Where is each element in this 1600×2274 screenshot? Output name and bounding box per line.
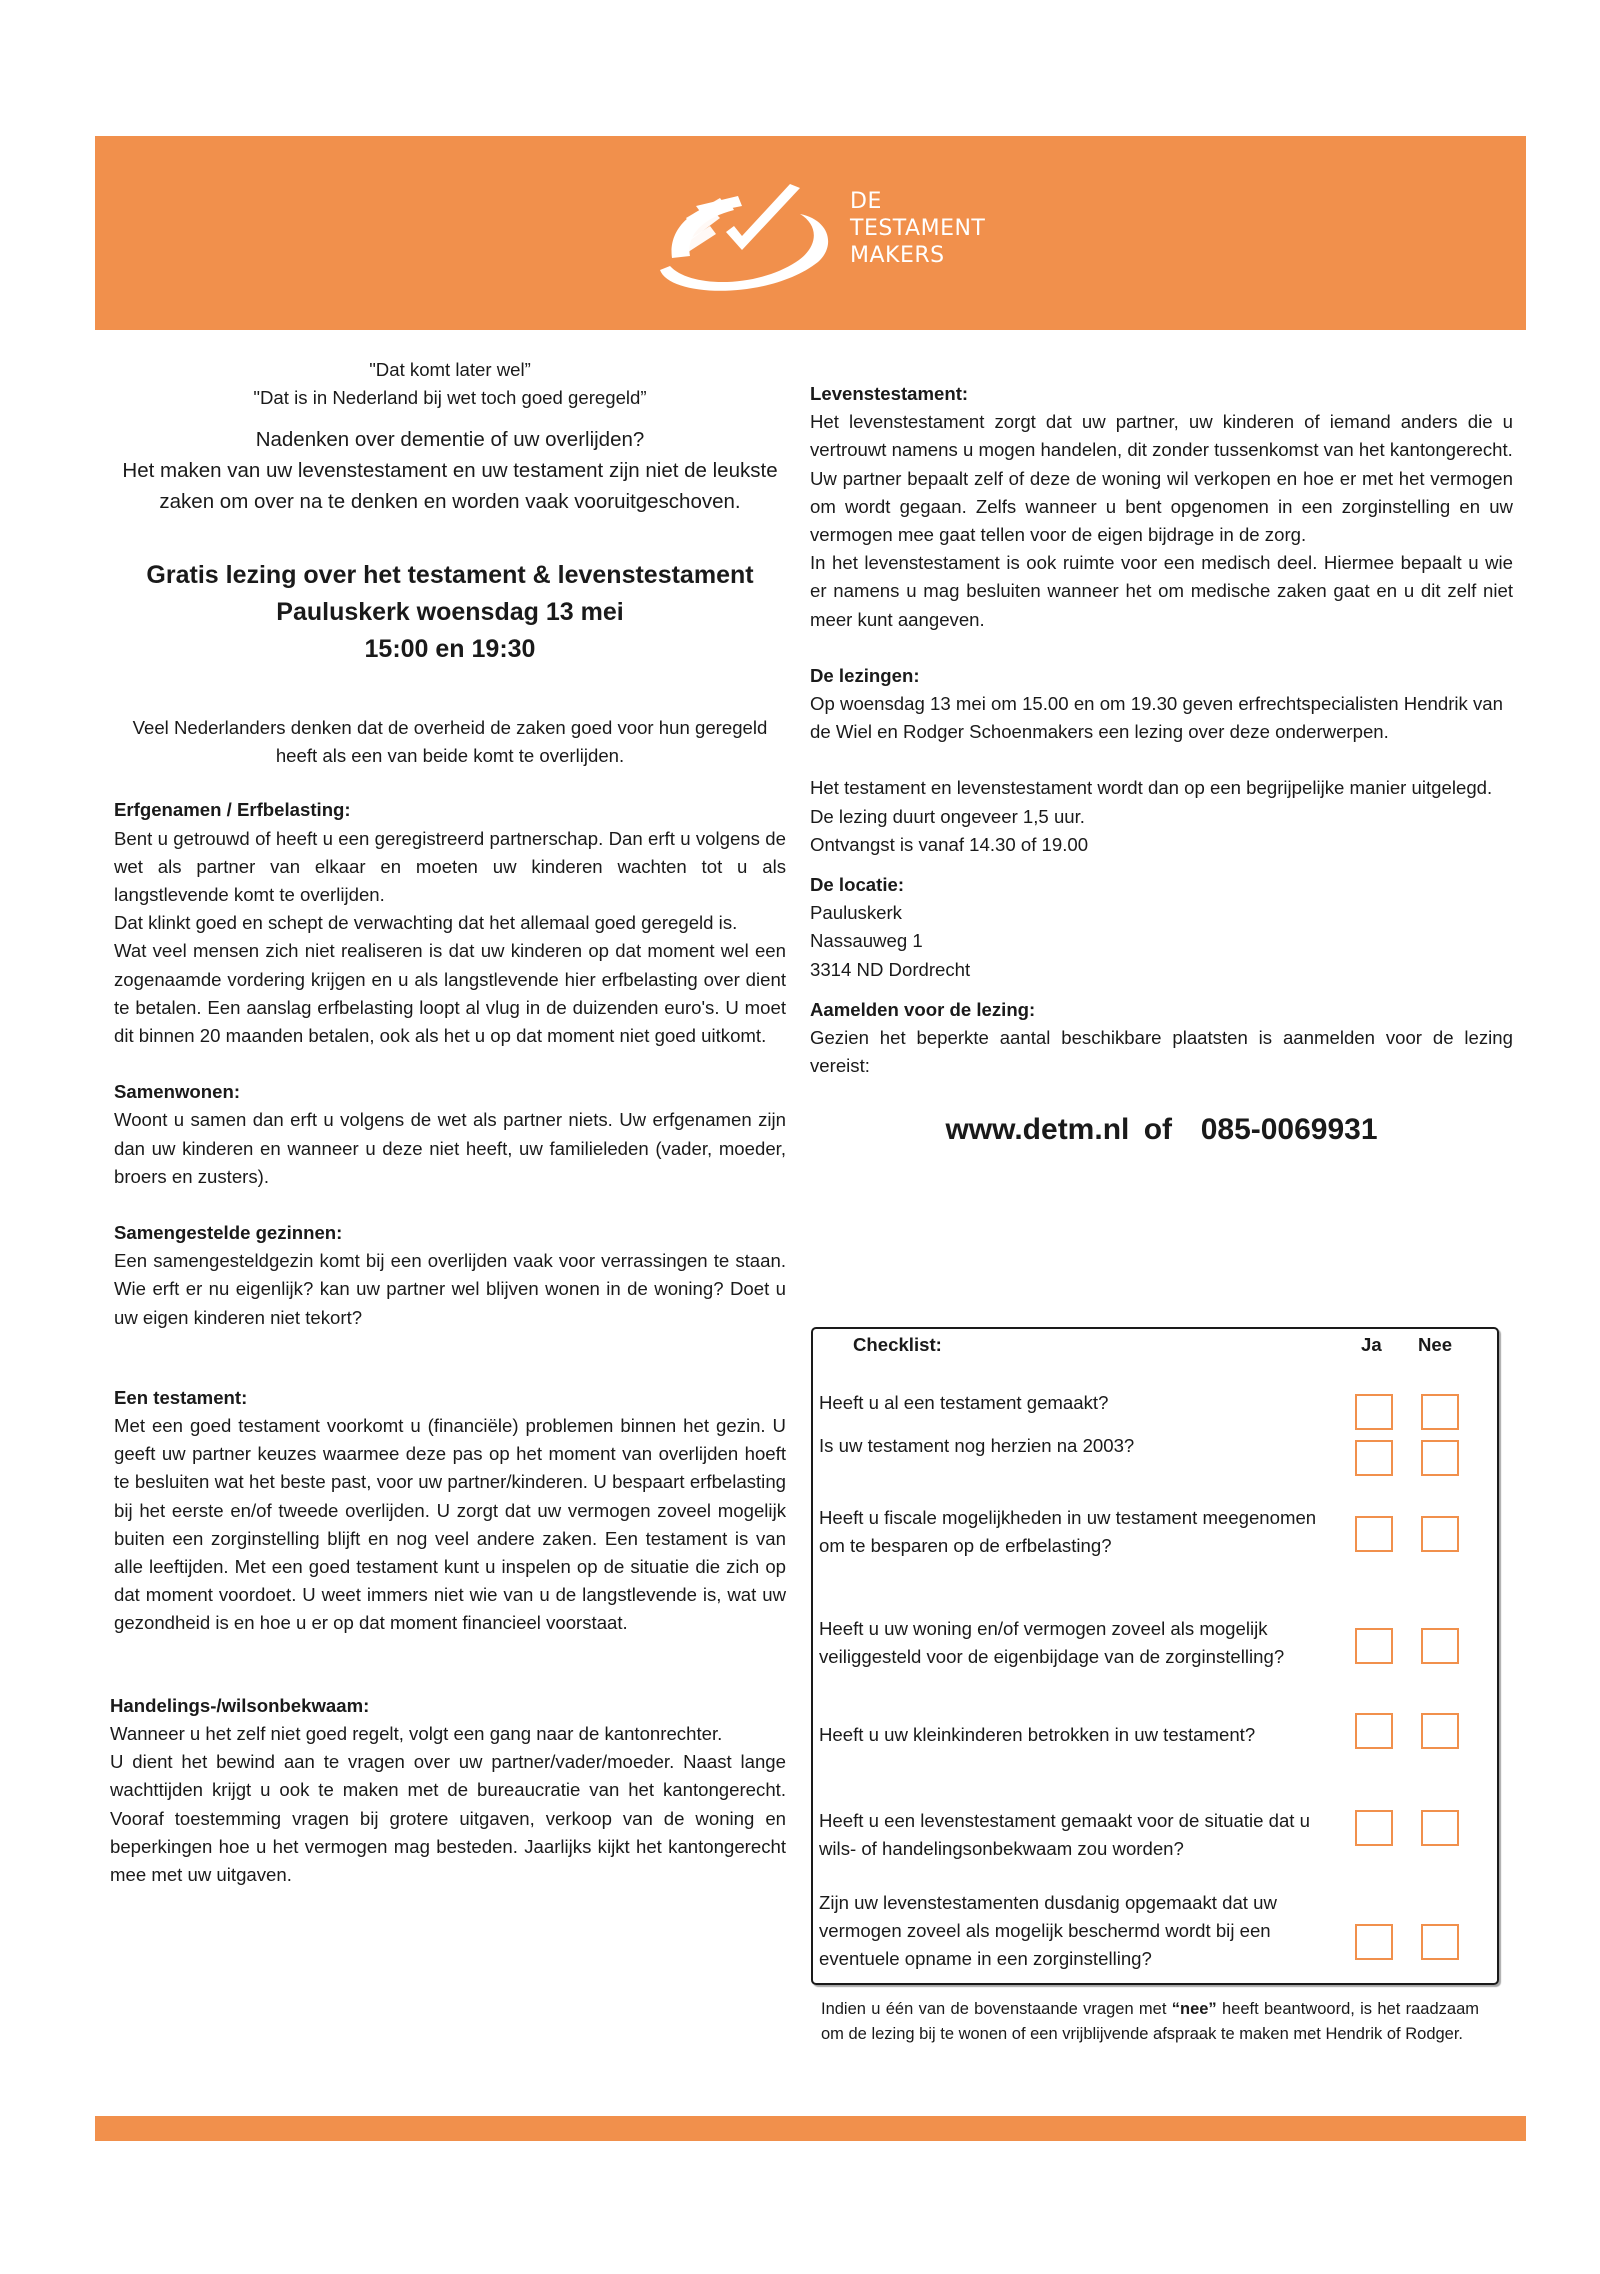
lecture-duration: De lezing duurt ongeveer 1,5 uur.: [810, 805, 1085, 827]
section-locatie: [810, 871, 1513, 984]
yes-checkbox[interactable]: [1355, 1924, 1393, 1960]
section-heading: Een testament:: [114, 1386, 248, 1408]
section-paragraph: Bent u getrouwd of heeft u een geregistreerd partnerschap. Dan erft u volgens de wet als partner van elkaar en moeten uw kinderen wachten tot u als langstlevende komt te overlijden.: [114, 827, 786, 906]
section-levenstestament: [810, 380, 1513, 634]
column-no-label: Nee: [1418, 1334, 1453, 1355]
no-checkbox[interactable]: [1421, 1516, 1459, 1552]
brand-logo: [650, 170, 990, 300]
location-city: 3314 ND Dordrecht: [810, 958, 971, 980]
section-paragraph: U dient het bewind aan te vragen over uw partner/vader/moeder. Naast lange wachttijden krijgt u ook te maken met de bureaucratie van het kantongerecht. Vooraf toestemming vragen bij grotere uitgaven, verkoop van de woning en beperkingen hoe u het vermogen mag besteden. Jaarlijks kijkt het kantongerecht mee met uw uitgaven.: [110, 1751, 786, 1885]
checklist-question: Zijn uw levenstestamenten dusdanig opgemaakt dat uw vermogen zoveel als mogelijk beschermd wordt bij een eventuele opname in een zorginstelling?: [819, 1892, 1277, 1970]
checklist-advice-note: [821, 1997, 1479, 2047]
brand-name-line: TESTAMENT: [850, 216, 986, 241]
note-text: heeft beantwoord, is het raadzaam om de lezing bij te wonen of een vrijblijvende afspraak te maken met Hendrik of Rodger.: [821, 2000, 1479, 2043]
event-title: Gratis lezing over het testament & levenstestament: [146, 561, 754, 589]
checklist-question: Is uw testament nog herzien na 2003?: [819, 1435, 1135, 1456]
section-paragraph: Met een goed testament voorkomt u (financiële) problemen binnen het gezin. U geeft uw partner keuzes waarmee deze pas op het moment van overlijden hoeft te besluiten wat het beste past, voor uw partner/kinderen. U bespaart erfbelasting bij het eerste en/of tweede overlijden. U zorgt dat uw vermogen zoveel mogelijk buiten een zorginstelling blijft en nog veel andere zaken. Een testament is van alle leeftijden. Met een goed testament kunt u inspelen op de situatie die zich op dat moment voordoet. U weet immers niet wie van u de langstlevende is, wat uw gezondheid is en hoe u er op dat moment financieel voorstaat.: [114, 1415, 786, 1634]
checklist-question: Heeft u al een testament gemaakt?: [819, 1392, 1109, 1413]
section-heading: De lezingen:: [810, 664, 920, 686]
event-place-date: Pauluskerk woensdag 13 mei: [276, 598, 624, 626]
contact-separator: of: [1143, 1113, 1173, 1147]
no-checkbox[interactable]: [1421, 1924, 1459, 1960]
yes-checkbox[interactable]: [1355, 1810, 1393, 1846]
brand-name-line: DE: [850, 189, 882, 214]
checklist-title: Checklist:: [853, 1334, 942, 1355]
checklist-question: Heeft u een levenstestament gemaakt voor de situatie dat u wils- of handelingsonbekwaam zou worden?: [819, 1810, 1310, 1860]
yes-checkbox[interactable]: [1355, 1516, 1393, 1552]
reception-time: Ontvangst is vanaf 14.30 of 19.00: [810, 833, 1089, 855]
no-checkbox[interactable]: [1421, 1713, 1459, 1749]
section-heading: Levenstestament:: [810, 383, 969, 404]
section-testament: [114, 1384, 786, 1638]
quote: "Dat is in Nederland bij wet toch goed geregeld”: [253, 387, 647, 408]
section-heading: Samengestelde gezinnen:: [114, 1222, 343, 1244]
section-paragraph: Gezien het beperkte aantal beschikbare plaatsten is aanmelden voor de lezing vereist:: [810, 1027, 1513, 1077]
location-street: Nassauweg 1: [810, 930, 923, 952]
section-paragraph: In het levenstestament is ook ruimte voor een medisch deel. Hiermee bepaalt u wie er namens u mag besluiten wanneer het om medische zaken gaat en u dit zelf niet meer kunt aangeven.: [810, 552, 1513, 630]
checklist-question: Heeft u fiscale mogelijkheden in uw testament meegenomen om te besparen op de erfbelasting?: [819, 1507, 1317, 1557]
right-column: [810, 380, 1513, 1150]
checklist-question: Heeft u uw woning en/of vermogen zoveel als mogelijk veiliggesteld voor de eigenbijdage van de zorginstelling?: [819, 1618, 1285, 1668]
intro-block: [114, 356, 786, 770]
no-checkbox[interactable]: [1421, 1810, 1459, 1846]
location-name: Pauluskerk: [810, 902, 902, 924]
column-yes-label: Ja: [1361, 1334, 1382, 1355]
section-paragraph: Op woensdag 13 mei om 15.00 en om 19.30 geven erfrechtspecialisten Hendrik van de Wiel en Rodger Schoenmakers een lezing over deze onderwerpen.: [810, 693, 1503, 743]
section-paragraph: Wat veel mensen zich niet realiseren is dat uw kinderen op dat moment wel een zogenaamde vordering krijgen en u als langstlevende hier erfbelasting over dient te betalen. Een aanslag erfbelasting loopt al vlug in de duizenden euro's. U moet dit binnen 20 maanden betalen, ook als het u op dat moment niet goed uitkomt.: [114, 940, 786, 1047]
no-checkbox[interactable]: [1421, 1394, 1459, 1430]
section-aanmelden: [810, 996, 1513, 1081]
section-paragraph: Woont u samen dan erft u volgens de wet als partner niets. Uw erfgenamen zijn dan uw kinderen en wanneer u deze niet heeft, uw familieleden (vader, moeder, broers en zusters).: [114, 1109, 786, 1187]
brand-name: [850, 188, 985, 269]
yes-checkbox[interactable]: [1355, 1394, 1393, 1430]
yes-checkbox[interactable]: [1355, 1713, 1393, 1749]
section-samengestelde-gezinnen: [114, 1219, 786, 1332]
section-heading: Samenwonen:: [114, 1081, 241, 1103]
section-handelingsonbekwaam: [110, 1692, 786, 1889]
checklist-box: [811, 1327, 1499, 1985]
checklist-question: Heeft u uw kleinkinderen betrokken in uw testament?: [819, 1724, 1256, 1745]
intro-question: Nadenken over dementie of uw overlijden?: [255, 428, 645, 451]
section-heading: De locatie:: [810, 874, 905, 896]
note-text: Indien u één van de bovenstaande vragen met: [821, 2000, 1172, 2018]
section-paragraph: Een samengesteldgezin komt bij een overlijden vaak voor verrassingen te staan. Wie erft er nu eigenlijk? kan uw partner wel blijven wonen in de woning? Doet u uw eigen kinderen niet tekort?: [114, 1250, 786, 1328]
event-announcement: [114, 557, 786, 668]
document-check-swoosh-icon: [650, 170, 840, 300]
section-erfgenamen: [114, 796, 786, 1050]
yes-checkbox[interactable]: [1355, 1440, 1393, 1476]
section-paragraph: Uw partner bepaalt zelf of deze de woning wil verkopen en hoe er met het vermogen om wordt gegaan. Zelfs wanneer u bent opgenomen in een zorginstelling en uw vermogen mee gaat tellen voor de eigen bijdrage in de zorg.: [810, 467, 1513, 546]
intro-text: Het maken van uw levenstestament en uw testament zijn niet de leukste zaken om over na te denken en worden vaak vooruitgeschoven.: [122, 459, 778, 513]
no-checkbox[interactable]: [1421, 1440, 1459, 1476]
phone-number[interactable]: 085-0069931: [1200, 1113, 1378, 1147]
website-link[interactable]: www.detm.nl: [945, 1113, 1130, 1147]
left-column: [110, 356, 786, 1889]
section-paragraph: Dat klinkt goed en schept de verwachting dat het allemaal goed geregeld is.: [114, 912, 738, 934]
section-heading: Handelings-/wilsonbekwaam:: [110, 1694, 370, 1716]
section-paragraph: Het levenstestament zorgt dat uw partner, uw kinderen of iemand anders die u vertrouwt namens u mogen handelen, dit zonder tussenkomst van het kantongerecht.: [810, 411, 1513, 461]
no-checkbox[interactable]: [1421, 1628, 1459, 1664]
event-times: 15:00 en 19:30: [364, 635, 536, 663]
checklist-header: [813, 1329, 1497, 1365]
footer-bar: [95, 2116, 1526, 2141]
brand-name-line: MAKERS: [850, 243, 945, 268]
lead-paragraph: Veel Nederlanders denken dat de overheid de zaken goed voor hun geregeld heeft als een van beide komt te overlijden.: [132, 717, 768, 767]
note-emphasis: “nee”: [1171, 2000, 1217, 2018]
section-heading: Erfgenamen / Erfbelasting:: [114, 799, 351, 821]
section-lezingen: [810, 662, 1503, 859]
quote: "Dat komt later wel”: [369, 359, 531, 380]
section-samenwonen: [114, 1078, 786, 1191]
section-paragraph: Het testament en levenstestament wordt dan op een begrijpelijke manier uitgelegd.: [810, 777, 1493, 799]
contact-line: [810, 1110, 1513, 1150]
yes-checkbox[interactable]: [1355, 1628, 1393, 1664]
section-paragraph: Wanneer u het zelf niet goed regelt, volgt een gang naar de kantonrechter.: [110, 1722, 723, 1744]
section-heading: Aamelden voor de lezing:: [810, 998, 1036, 1020]
